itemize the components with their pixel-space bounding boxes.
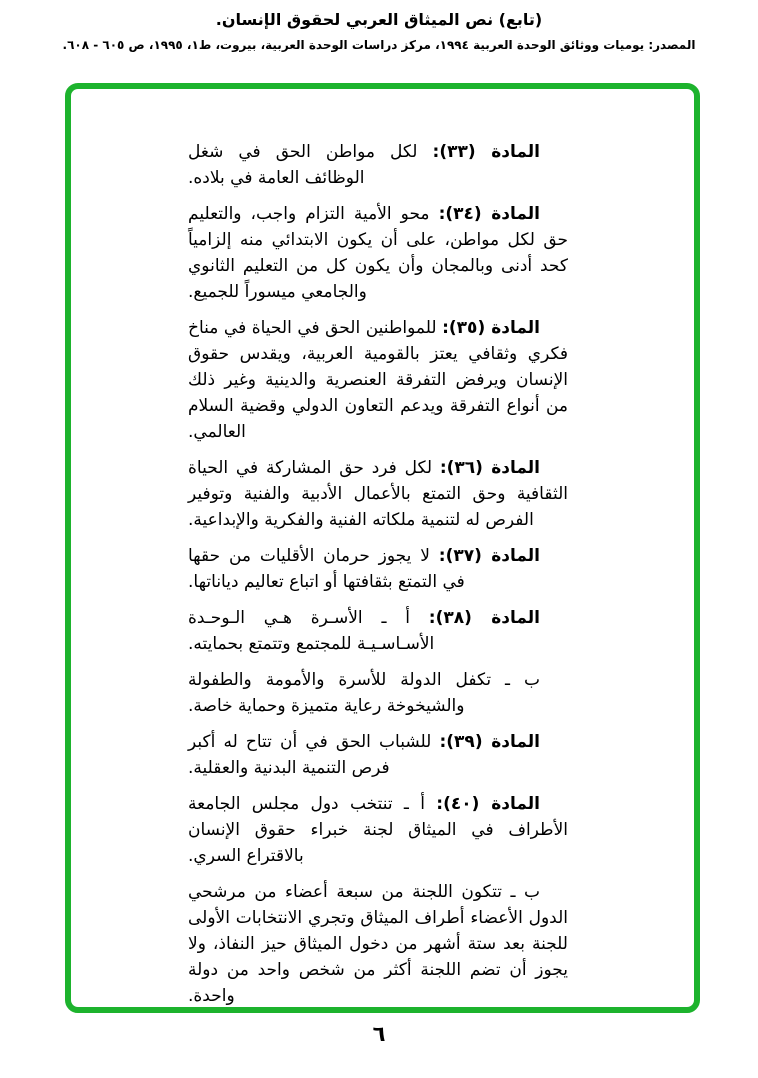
article-33-paragraph [188, 139, 568, 191]
page-number: ٦ [372, 1022, 386, 1046]
article-39-label: المادة (٣٩): [439, 732, 540, 752]
charter-text-box [65, 83, 700, 1013]
source-line: المصدر: يوميات ووثائق الوحدة العربية ١٩٩٤، مركز دراسات الوحدة العربية، بيروت، ط١، ١٩٩٥، ص ٦٠٥ - ٦٠٨. [62, 38, 696, 52]
article-38-label: المادة (٣٨): [428, 608, 540, 628]
article-33-label: المادة (٣٣): [432, 142, 540, 162]
article-37-text: لا يجوز حرمان الأقليات من حقها في التمتع بثقافتها أو اتباع تعاليم دياناتها. [188, 546, 465, 592]
article-34-label: المادة (٣٤): [438, 204, 540, 224]
article-40a-paragraph [188, 791, 568, 869]
article-33-text: لكل مواطن الحق في شغل الوظائف العامة في بلاده. [188, 142, 418, 188]
article-37-paragraph [188, 543, 568, 595]
article-38b-paragraph [188, 667, 568, 719]
article-40-label: المادة (٤٠): [436, 794, 540, 814]
article-37-label: المادة (٣٧): [438, 546, 540, 566]
article-40a-text: أ ـ تنتخب دول مجلس الجامعة الأطراف في الميثاق لجنة خبراء حقوق الإنسان بالاقتراع السري. [188, 794, 568, 866]
article-36-text: لكل فرد حق المشاركة في الحياة الثقافية وحق التمتع بالأعمال الأدبية والفنية وتوفير الفرص له لتنمية ملكاته الفنية والفكرية والإبداعية. [188, 458, 568, 530]
page-title: (تابع) نص الميثاق العربي لحقوق الإنسان. [215, 10, 543, 29]
article-39-paragraph [188, 729, 568, 781]
article-38a-paragraph [188, 605, 568, 657]
article-40b-text: ب ـ تتكون اللجنة من سبعة أعضاء من مرشحي الدول الأعضاء أطراف الميثاق وتجري الانتخابات الأولى للجنة بعد ستة أشهر من دخول الميثاق حيز النفاذ، ولا يجوز أن تضم اللجنة أكثر من شخص واحد من دولة واحدة. [188, 882, 568, 1006]
article-38a-text: أ ـ الأسـرة هـي الـوحـدة الأسـاسـيـة للمجتمع وتتمتع بحمايته. [188, 608, 435, 654]
article-36-label: المادة (٣٦): [439, 458, 540, 478]
charter-text-column [188, 139, 568, 1019]
article-34-paragraph [188, 201, 568, 305]
article-39-text: للشباب الحق في أن تتاح له أكبر فرص التنمية البدنية والعقلية. [188, 732, 432, 778]
article-40b-paragraph [188, 879, 568, 1009]
article-36-paragraph [188, 455, 568, 533]
article-35-paragraph [188, 315, 568, 445]
page-header [0, 10, 758, 52]
article-35-text: للمواطنين الحق في الحياة في مناخ فكري وثقافي يعتز بالقومية العربية، ويقدس حقوق الإنسان ويرفض التفرقة العنصرية والدينية وغير ذلك من أنواع التفرقة ويدعم التعاون الدولي وقضية السلام العالمي. [188, 318, 568, 442]
article-38b-text: ب ـ تكفل الدولة للأسرة والأمومة والطفولة والشيخوخة رعاية متميزة وحماية خاصة. [188, 670, 540, 716]
article-34-text: محو الأمية التزام واجب، والتعليم حق لكل مواطن، على أن يكون الابتدائي منه إلزامياً كحد أدنى وبالمجان وأن يكون كل من التعليم الثانوي والجامعي ميسوراً للجميع. [188, 204, 568, 302]
article-35-label: المادة (٣٥): [442, 318, 540, 338]
